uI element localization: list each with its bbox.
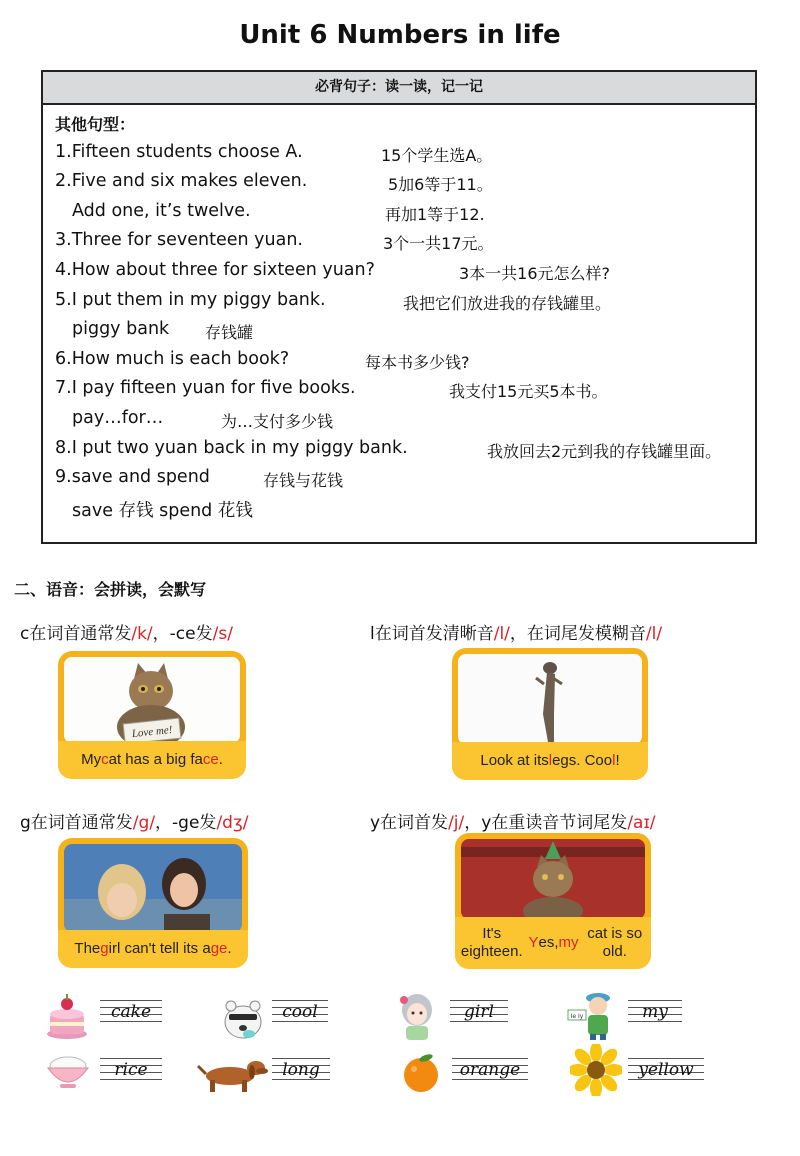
sentence-line: [55, 171, 755, 201]
sentence-english: 3.Three for seventeen yuan.: [55, 230, 303, 251]
sentence-line: [55, 201, 755, 231]
cake-icon: [44, 990, 90, 1040]
girl-icon: [396, 992, 438, 1042]
sentence-line: [55, 112, 755, 142]
sentence-chinese: 为…支付多少钱: [221, 411, 334, 431]
cat-photo: [64, 657, 240, 743]
sentence-english: 4.How about three for sixteen yuan?: [55, 259, 375, 280]
key-sentences-box: [41, 70, 757, 544]
sentence-english: 7.I pay fifteen yuan for five books.: [55, 378, 356, 399]
card-caption: It's eighteen. Y es, my cat is so old.: [455, 917, 651, 969]
sentence-line: [55, 467, 755, 497]
sentence-english: 8.I put two yuan back in my piggy bank.: [55, 437, 408, 458]
word-line-cool: cool: [272, 1000, 328, 1026]
sentence-chinese: 再加1等于12.: [385, 204, 485, 224]
word-line-rice: rice: [100, 1058, 162, 1084]
rule-text: ，y在重读音节词尾发: [464, 813, 628, 833]
orange-icon: [400, 1050, 442, 1094]
sentence-chinese: 我放回去2元到我的存钱罐里面。: [487, 441, 722, 461]
sentence-chinese: 我把它们放进我的存钱罐里。: [403, 293, 612, 313]
sentence-english: 9.save and spend: [55, 467, 210, 488]
sentence-line: [55, 378, 755, 408]
rule-text: ，在词尾发模糊音: [509, 624, 646, 644]
sentence-chinese: 15个学生选A。: [381, 145, 493, 165]
phonics-card-cat-legs: [452, 648, 648, 780]
phonics-rule-l: [370, 619, 662, 644]
ipa-symbol: /j/: [448, 813, 465, 833]
rule-text: g在词首通常发: [20, 813, 133, 833]
ipa-symbol: /l/: [493, 624, 510, 644]
ipa-symbol: /l/: [645, 624, 663, 644]
ipa-symbol: /dʒ/: [216, 813, 249, 833]
card-caption: My c at has a big fa ce .: [58, 741, 246, 779]
sentence-english: 1.Fifteen students choose A.: [55, 141, 303, 162]
sentence-english: save 存钱 spend 花钱: [72, 500, 253, 521]
sentence-english: 5.I put them in my piggy bank.: [55, 289, 326, 310]
phonics-rule-c: [20, 619, 233, 644]
word-line-my: my: [628, 1000, 682, 1026]
sentence-english: 6.How much is each book?: [55, 348, 290, 369]
card-caption: The g irl can't tell its a ge .: [58, 930, 248, 968]
dachshund-icon: [196, 1052, 270, 1096]
sentence-chinese: 3个一共17元。: [383, 234, 494, 254]
phonics-card-old-cat: [455, 833, 651, 969]
svg-text:Ie Iy: Ie Iy: [570, 1013, 584, 1020]
word-line-yellow: yellow: [628, 1058, 704, 1084]
word-line-girl: girl: [450, 1000, 508, 1026]
section-title: 二、语音：会拼读，会默写: [14, 580, 207, 599]
girls-photo: [64, 844, 242, 932]
sentence-list: [55, 112, 755, 526]
rule-text: ，-ce发: [152, 624, 213, 644]
page-title: Unit 6 Numbers in life: [239, 20, 561, 50]
sentence-chinese: 存钱与花钱: [263, 471, 344, 491]
sentence-line: [55, 260, 755, 290]
sentence-line: [55, 142, 755, 172]
sentence-line: [55, 497, 755, 527]
rule-text: c在词首通常发: [20, 624, 132, 644]
love-me-sign: Love me!: [131, 723, 173, 741]
boy-icon: [566, 990, 616, 1040]
sentence-line: [55, 408, 755, 438]
phonics-rule-y: [370, 808, 656, 833]
sentence-chinese: 每本书多少钱?: [365, 352, 470, 372]
sentence-english: 2.Five and six makes eleven.: [55, 171, 308, 192]
rule-text: l在词首发清晰音: [370, 624, 494, 644]
sentence-english: Add one, it’s twelve.: [72, 200, 251, 221]
standing-cat-photo: [458, 654, 642, 744]
ipa-symbol: /s/: [212, 624, 233, 644]
rule-text: y在词首发: [370, 813, 449, 833]
polar-bear-icon: [219, 992, 267, 1040]
phonics-card-girl-age: [58, 838, 248, 968]
sentence-english: pay…for…: [72, 407, 164, 428]
sentence-english: 其他句型：: [55, 115, 136, 134]
sentence-line: [55, 349, 755, 379]
sentence-chinese: 5加6等于11。: [388, 175, 493, 195]
ipa-symbol: /aɪ/: [627, 813, 656, 833]
sentence-english: piggy bank: [72, 319, 170, 340]
word-line-long: long: [272, 1058, 330, 1084]
ipa-symbol: /k/: [131, 624, 153, 644]
sentence-line: [55, 319, 755, 349]
card-caption: Look at its l egs. Coo l !: [452, 742, 648, 780]
sentence-chinese: 存钱罐: [205, 323, 254, 343]
word-line-orange: orange: [452, 1058, 528, 1084]
sunflower-icon: [570, 1044, 622, 1096]
box-header: 必背句子：读一读，记一记: [43, 72, 755, 105]
sentence-chinese: 我支付15元买5本书。: [449, 382, 608, 402]
sentence-line: [55, 230, 755, 260]
phonics-card-cat-face: [58, 651, 246, 779]
ipa-symbol: /g/: [132, 813, 156, 833]
phonics-rule-g: [20, 808, 249, 833]
sentence-chinese: 3本一共16元怎么样?: [459, 263, 611, 283]
sentence-line: [55, 290, 755, 320]
word-line-cake: cake: [100, 1000, 162, 1026]
rule-text: ，-ge发: [155, 813, 217, 833]
rice-bowl-icon: [44, 1052, 92, 1092]
sentence-line: [55, 438, 755, 468]
old-cat-photo: [461, 839, 645, 919]
